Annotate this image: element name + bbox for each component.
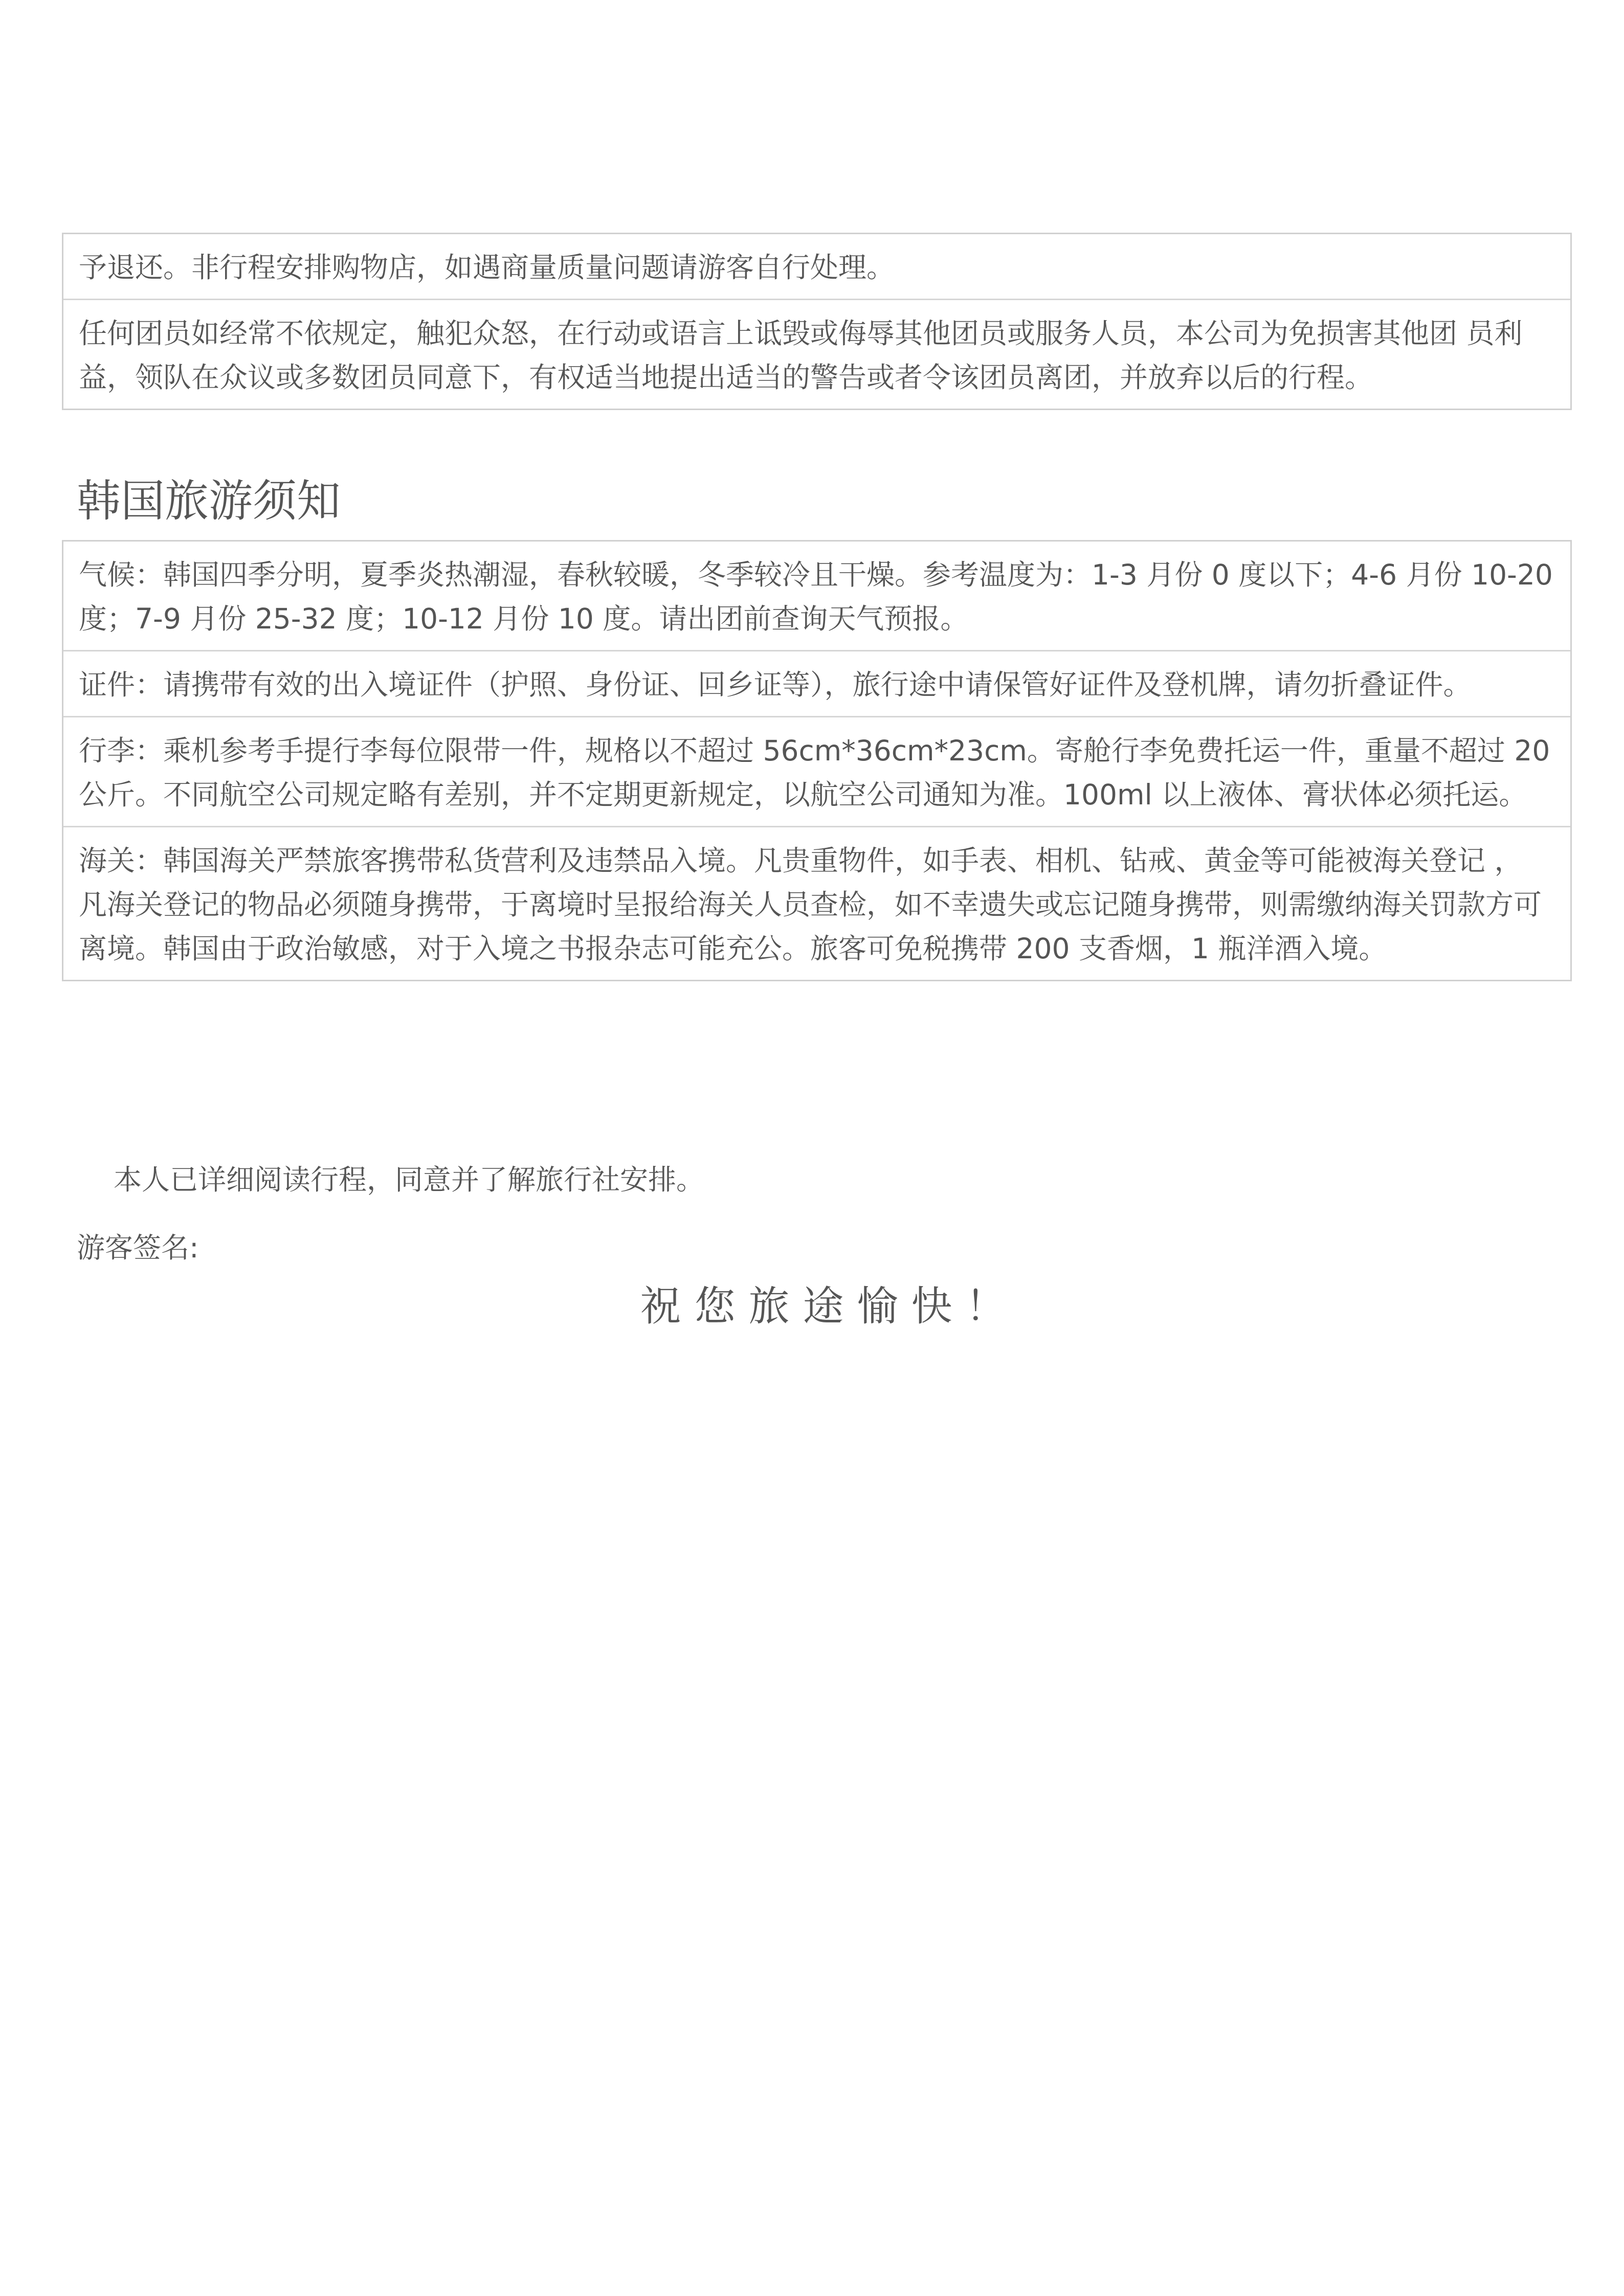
signature-label: 游客签名: — [77, 1231, 199, 1264]
notice-row-documents: 证件：请携带有效的出入境证件（护照、身份证、回乡证等），旅行途中请保管好证件及登机牌，请勿折叠证件。 — [63, 651, 1570, 717]
notice-table — [62, 540, 1572, 981]
notice-row-climate: 气候：韩国四季分明，夏季炎热潮湿，春秋较暖，冬季较冷且干燥。参考温度为：1-3 月份 0 度以下；4-6 月份 10-20度；7-9 月份 25-32 度；10-12 月份 10 度。请出团前查询天气预报。 — [63, 542, 1570, 651]
terms-row-refund: 予退还。非行程安排购物店，如遇商量质量问题请游客自行处理。 — [63, 234, 1570, 300]
terms-row-conduct: 任何团员如经常不依规定，触犯众怒，在行动或语言上诋毁或侮辱其他团员或服务人员，本公司为免损害其他团 员利益，领队在众议或多数团员同意下，有权适当地提出适当的警告或者令该团员离团，并放弃以后的行程。 — [79, 317, 1523, 394]
agreement-statement: 本人已详细阅读行程，同意并了解旅行社安排。 — [114, 1163, 705, 1196]
section-title-korea-notice: 韩国旅游须知 — [77, 476, 341, 527]
blessing-text: 祝您旅途愉快！ — [640, 1282, 1020, 1330]
notice-row-customs: 海关：韩国海关严禁旅客携带私货营利及违禁品入境。凡贵重物件，如手表、相机、钻戒、黄金等可能被海关登记 ， 凡海关登记的物品必须随身携带，于离境时呈报给海关人员查检，如不幸遗失或忘记随身携带，则需缴纳海关罚款方可离境。韩国由于政治敏感，对于入境之书报杂志可能充公。旅客可免税携带 200 支香烟，1 瓶洋酒入境。 — [79, 844, 1542, 965]
terms-table — [62, 233, 1572, 410]
notice-row-luggage: 行李：乘机参考手提行李每位限带一件，规格以不超过 56cm*36cm*23cm。寄舱行李免费托运一件，重量不超过 20 公斤。不同航空公司规定略有差别，并不定期更新规定，以航空公司通知为准。100ml 以上液体、膏状体必须托运。 — [63, 717, 1570, 827]
